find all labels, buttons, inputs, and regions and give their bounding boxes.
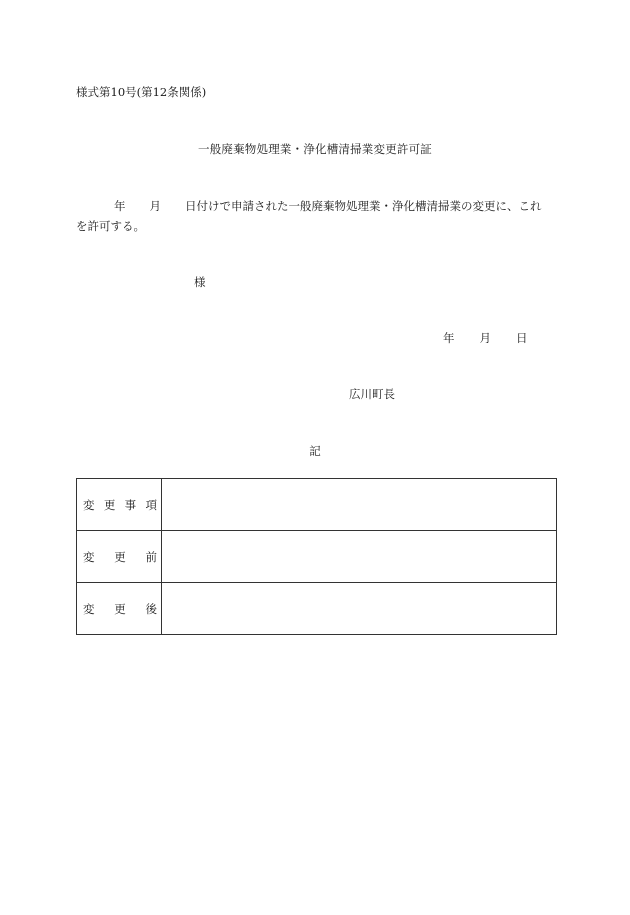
statement-text-continued: を許可する。 — [76, 219, 145, 233]
change-item-label: 変更事項 — [77, 479, 162, 531]
ki-heading: 記 — [309, 444, 321, 458]
issuer-name: 広川町長 — [349, 387, 395, 401]
permission-statement — [76, 196, 554, 236]
after-change-value[interactable] — [162, 583, 557, 635]
before-change-label — [77, 531, 162, 583]
table-row — [77, 583, 557, 635]
after-change-text: 変更後 — [83, 601, 157, 616]
before-change-text: 変更前 — [83, 549, 157, 564]
statement-text: 日付けで申請された一般廃棄物処理業・浄化槽清掃業の変更に、これ — [185, 199, 542, 213]
table-row — [77, 479, 557, 531]
addressee-honorific: 様 — [194, 275, 206, 289]
table-row — [77, 531, 557, 583]
after-change-label — [77, 583, 162, 635]
issue-year-label: 年 — [443, 331, 455, 345]
change-item-value[interactable] — [162, 479, 557, 531]
before-change-value[interactable] — [162, 531, 557, 583]
form-number: 様式第10号(第12条関係) — [76, 85, 207, 99]
document-title: 一般廃棄物処理業・浄化槽清掃業変更許可証 — [198, 142, 432, 156]
change-details-table — [76, 478, 557, 635]
application-year-label: 年 — [114, 199, 126, 213]
issue-month-label: 月 — [479, 331, 491, 345]
issue-date — [443, 330, 528, 346]
issue-day-label: 日 — [516, 331, 528, 345]
application-month-label: 月 — [149, 199, 161, 213]
